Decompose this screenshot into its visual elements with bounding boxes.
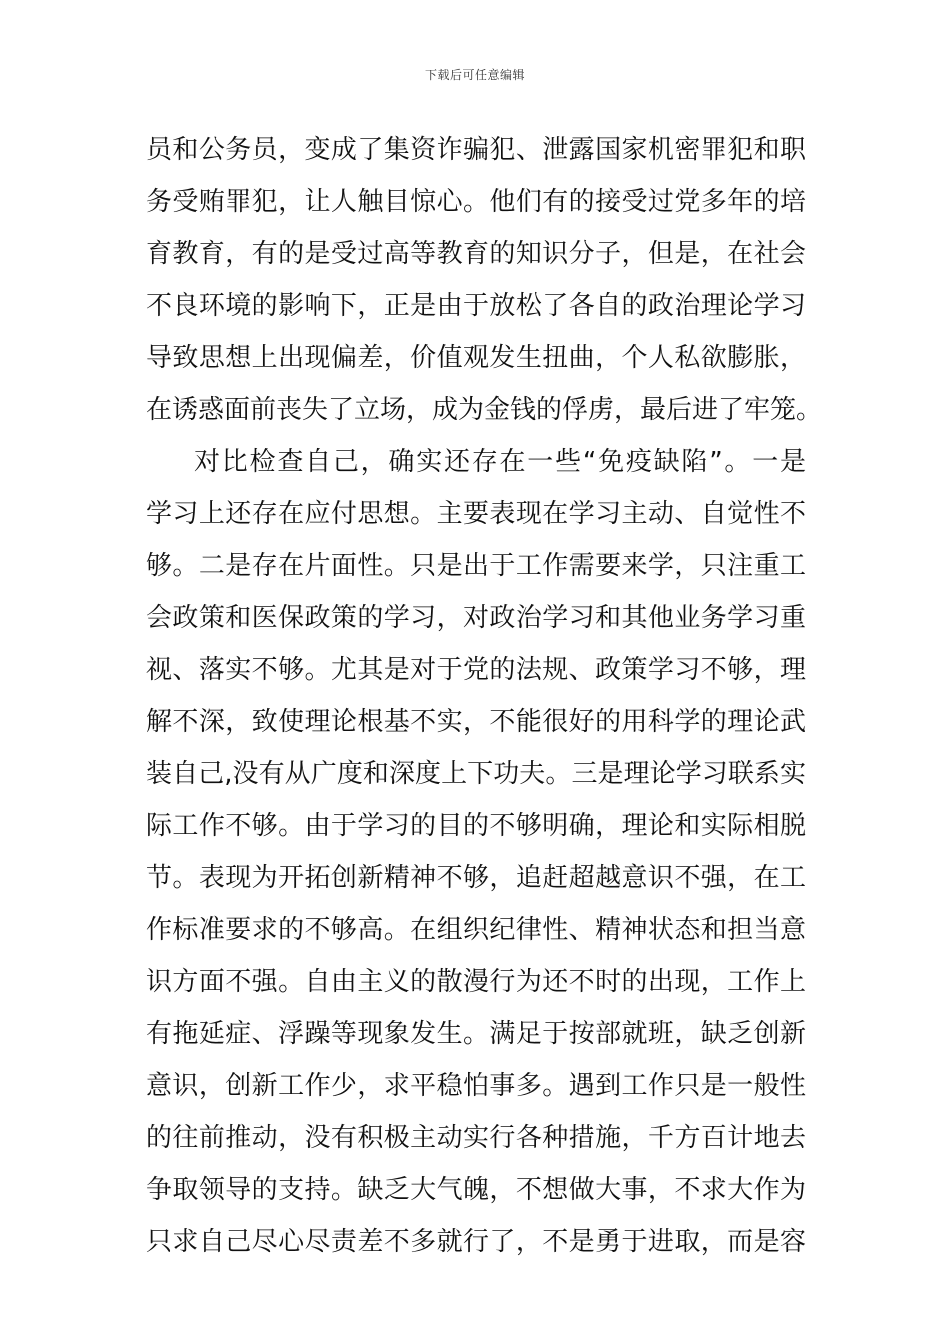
text-line: 只求自己尽心尽责差不多就行了，不是勇于进取，而是容: [146, 1227, 806, 1257]
text-line: 争取领导的支持。缺乏大气魄，不想做大事，不求大作为: [146, 1175, 806, 1205]
text-line: 节。表现为开拓创新精神不够，追赶超越意识不强，在工: [146, 863, 806, 893]
text-line: 作标准要求的不够高。在组织纪律性、精神状态和担当意: [146, 915, 806, 945]
text-line: 够。二是存在片面性。只是出于工作需要来学，只注重工: [146, 551, 806, 581]
text-line: 意识，创新工作少，求平稳怕事多。遇到工作只是一般性: [146, 1071, 806, 1101]
text-line: 会政策和医保政策的学习，对政治学习和其他业务学习重: [146, 603, 806, 633]
text-line: 不良环境的影响下，正是由于放松了各自的政治理论学习: [146, 291, 806, 321]
text-line: 育教育，有的是受过高等教育的知识分子，但是，在社会: [146, 239, 806, 269]
text-line: 在诱惑面前丧失了立场，成为金钱的俘虏，最后进了牢笼。: [146, 395, 823, 425]
text-line: 际工作不够。由于学习的目的不够明确，理论和实际相脱: [146, 811, 806, 841]
body-text: [146, 124, 823, 1268]
text-line: 务受贿罪犯，让人触目惊心。他们有的接受过党多年的培: [146, 187, 806, 217]
page-header: 下载后可任意编辑: [424, 68, 525, 82]
text-line: 有拖延症、浮躁等现象发生。满足于按部就班，缺乏创新: [146, 1019, 806, 1049]
text-line: 导致思想上出现偏差，价值观发生扭曲，个人私欲膨胀，: [146, 343, 806, 373]
text-line: 识方面不强。自由主义的散漫行为还不时的出现，工作上: [146, 967, 806, 997]
text-line: 的往前推动，没有积极主动实行各种措施，千方百计地去: [146, 1123, 806, 1153]
text-line: 员和公务员，变成了集资诈骗犯、泄露国家机密罪犯和职: [146, 135, 806, 165]
text-line: 解不深，致使理论根基不实，不能很好的用科学的理论武: [146, 707, 806, 737]
text-line: 装自己,没有从广度和深度上下功夫。三是理论学习联系实: [146, 759, 806, 789]
text-line: 学习上还存在应付思想。主要表现在学习主动、自觉性不: [146, 499, 806, 529]
text-line: 视、落实不够。尤其是对于党的法规、政策学习不够，理: [146, 655, 806, 685]
paragraph-first-line: 对比检查自己，确实还存在一些“免疫缺陷”。一是: [194, 447, 806, 477]
